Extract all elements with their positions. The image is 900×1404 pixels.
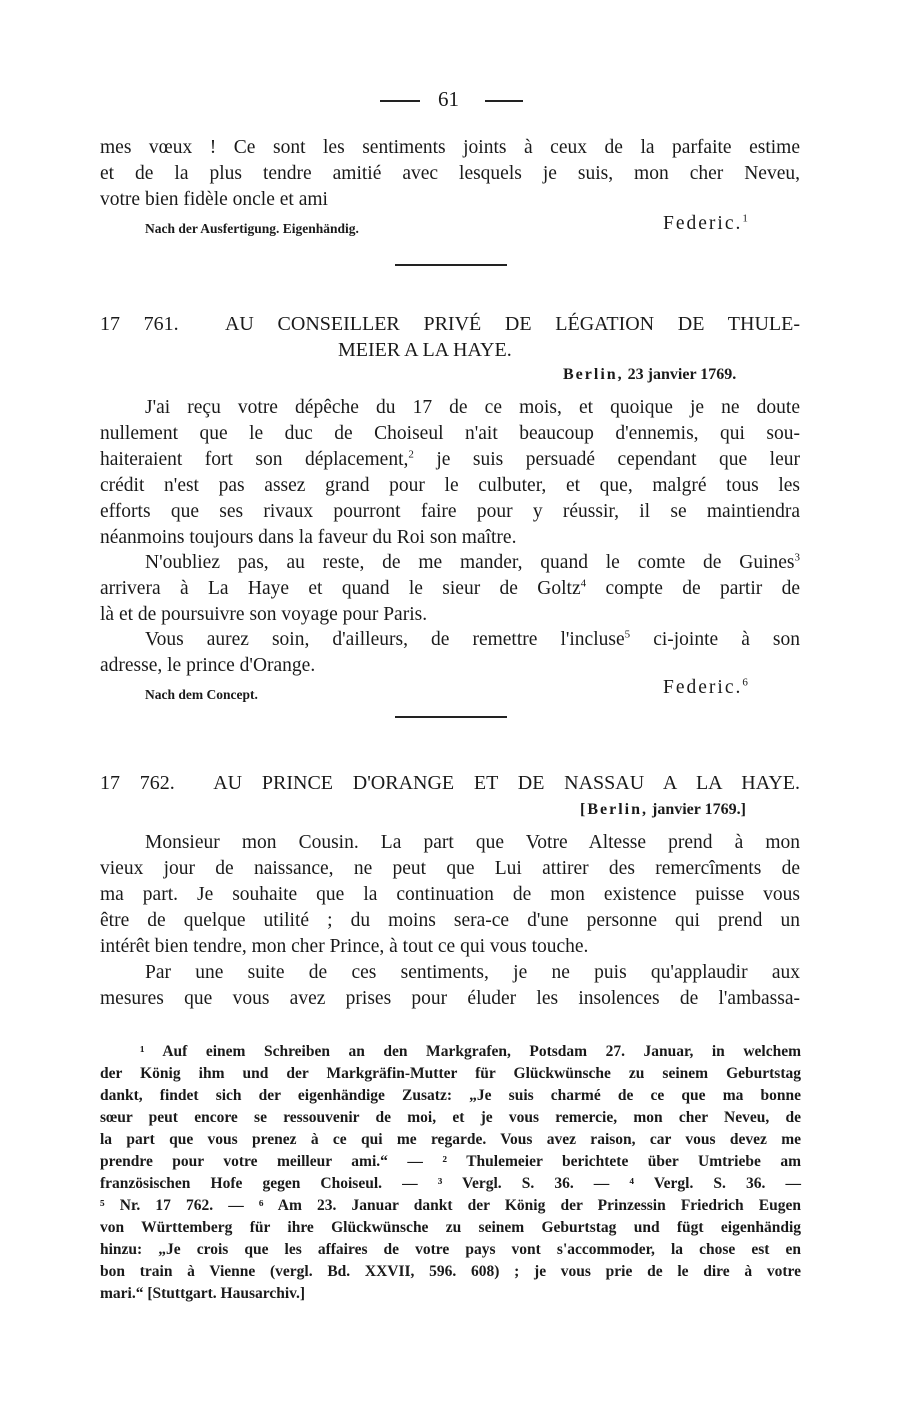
text-line: mesures que vous avez prises pour éluder les insolences de l'ambassa-: [100, 988, 800, 1009]
header-rule-left: [380, 100, 420, 102]
place: [Berlin,: [580, 801, 648, 818]
text-fragment: arrivera à La Haye et quand le sieur de Goltz: [100, 578, 581, 599]
text-fragment: ci-jointe à son: [653, 629, 801, 650]
signature-text: Federic.: [663, 677, 743, 698]
section-divider: [395, 264, 507, 266]
footnote-ref: 4: [580, 577, 587, 590]
text-line: adresse, le prince d'Orange.: [100, 655, 316, 676]
letter-number: 17 761.: [100, 313, 179, 335]
text-fragment: N'oubliez pas, au reste, de me mander, quand le comte de Guines: [145, 552, 795, 573]
footnote-line: der König ihm und der Markgräfin-Mutter für Glückwünsche zu seinem Geburtstag: [100, 1065, 801, 1082]
place: Berlin,: [563, 366, 624, 383]
text-line: Monsieur mon Cousin. La part que Votre Altesse prend à mon: [145, 832, 800, 853]
letter-heading: [100, 313, 800, 336]
letter-heading-cont: MEIER A LA HAYE.: [338, 339, 512, 361]
section-divider: [395, 716, 507, 718]
footnote-ref: 1: [742, 212, 748, 225]
text-line: être de quelque utilité ; du moins sera-ce d'une personne qui prend un: [100, 910, 800, 931]
text-fragment: Vous aurez soin, d'ailleurs, de remettre l'incluse: [145, 629, 625, 650]
footnote-ref: 3: [794, 551, 800, 564]
text-line: [100, 447, 800, 473]
signature: [663, 213, 748, 235]
text-line: ma part. Je souhaite que la continuation de mon existence puisse vous: [100, 884, 800, 905]
date: 23 janvier 1769.: [627, 366, 737, 383]
text-line: [145, 550, 800, 576]
text-line: là et de poursuivre son voyage pour Paris.: [100, 604, 428, 625]
text-line: et de la plus tendre amitié avec lesquels je suis, mon cher Neveu,: [100, 163, 800, 184]
text-line: mes vœux ! Ce sont les sentiments joints à ceux de la parfaite estime: [100, 137, 800, 158]
letter-dateline: [580, 801, 746, 819]
footnote-line: hinzu: „Je crois que les affaires de votre pays vont s'accommoder, la chose est en: [100, 1241, 801, 1258]
page-number: 61: [438, 87, 459, 111]
text-line: votre bien fidèle oncle et ami: [100, 189, 328, 210]
text-line: nullement que le duc de Choiseul n'ait beaucoup d'ennemis, qui sou-: [100, 423, 800, 444]
letter-number: 17 762.: [100, 772, 175, 794]
footnote-line: von Württemberg für ihre Glückwünsche zu seinem Geburtstag und fügt eigenhändig: [100, 1219, 801, 1236]
source-note: Nach der Ausfertigung. Eigenhändig.: [145, 221, 359, 236]
letter-dateline: [563, 366, 736, 384]
footnote-line: ⁵ Nr. 17 762. — ⁶ Am 23. Januar dankt der König der Prinzessin Friedrich Eugen: [100, 1197, 801, 1214]
text-line: Par une suite de ces sentiments, je ne puis qu'applaudir aux: [145, 962, 800, 983]
letter-addressee: AU CONSEILLER PRIVÉ DE LÉGATION DE THULE-: [224, 313, 800, 335]
text-line: [100, 576, 800, 602]
text-line: intérêt bien tendre, mon cher Prince, à tout ce qui vous touche.: [100, 936, 589, 957]
text-fragment: compte de partir de: [605, 578, 800, 599]
footnote-line: bon train à Vienne (vergl. Bd. XXVII, 596. 608) ; je vous prie de le dire à votre: [100, 1263, 801, 1280]
footnote-ref: 6: [742, 676, 748, 689]
footnote-line: sœur peut encore se ressouvenir de moi, et je vous remercie, mon cher Neveu, de: [100, 1109, 801, 1126]
text-line: efforts que ses rivaux pourront faire pour y réussir, il se maintiendra: [100, 501, 800, 522]
footnote-line: mari.“ [Stuttgart. Hausarchiv.]: [100, 1285, 306, 1302]
text-line: crédit n'est pas assez grand pour le culbuter, et que, malgré tous les: [100, 475, 800, 496]
footnote-line: la part que vous prenez à ce qui me regarde. Vous avez raison, car vous devez me: [100, 1131, 801, 1148]
text-fragment: haiteraient fort son déplacement,: [100, 449, 409, 470]
footnote-line: französischen Hofe gegen Choiseul. — ³ Vergl. S. 36. — ⁴ Vergl. S. 36. —: [100, 1175, 801, 1192]
source-note: Nach dem Concept.: [145, 687, 258, 702]
letter-heading: [100, 772, 800, 795]
text-line: vieux jour de naissance, ne peut que Lui attirer des remercîments de: [100, 858, 800, 879]
letter-addressee: AU PRINCE D'ORANGE ET DE NASSAU A LA HAYE.: [213, 772, 800, 794]
footnote-ref: 5: [624, 628, 631, 641]
header-rule-right: [485, 100, 523, 102]
text-line: néanmoins toujours dans la faveur du Roi son maître.: [100, 527, 517, 548]
text-fragment: je suis persuadé cependant que leur: [436, 449, 800, 470]
signature: [663, 677, 748, 699]
footnote-ref: 2: [408, 448, 414, 461]
date: janvier 1769.]: [652, 801, 746, 818]
footnote-line: dankt, findet sich der eigenhändige Zusatz: „Je suis charmé de ce que ma bonne: [100, 1087, 801, 1104]
signature-text: Federic.: [663, 213, 743, 234]
text-line: J'ai reçu votre dépêche du 17 de ce mois, et quoique je ne doute: [145, 397, 800, 418]
text-line: [145, 627, 800, 653]
footnote-line: prendre pour votre meilleur ami.“ — ² Thulemeier berichtete über Umtriebe am: [100, 1153, 801, 1170]
footnote-line: ¹ Auf einem Schreiben an den Markgrafen, Potsdam 27. Januar, in welchem: [140, 1043, 801, 1060]
